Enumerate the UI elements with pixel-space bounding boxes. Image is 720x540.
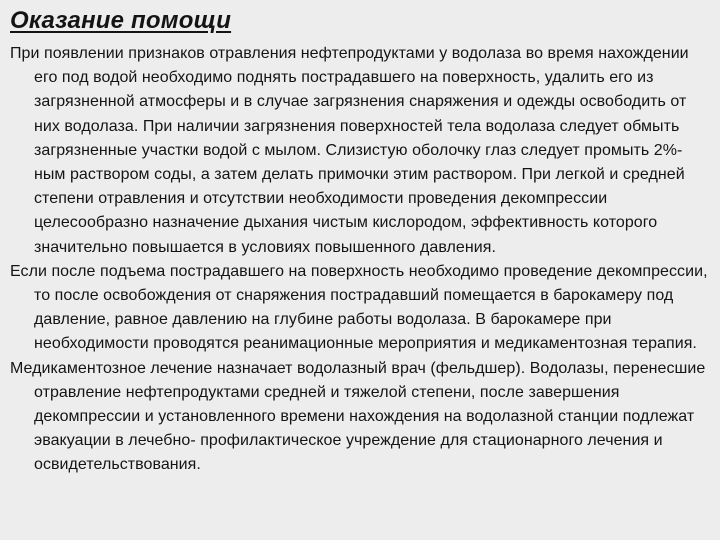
paragraph-medical-treatment: Медикаментозное лечение назначает водолазный врач (фельдшер). Водолазы, перенесшие отравление нефтепродуктами средней и тяжелой степени, после завершения декомпрессии и установленного времени нахождения на водолазной станции подлежат эвакуации в лечебно- профилактическое учреждение для стационарного лечения и освидетельствования. (10, 359, 706, 474)
paragraph-decompression: Если после подъема пострадавшего на поверхность необходимо проведение декомпрессии, то после освобождения от снаряжения пострадавший помещается в барокамеру под давление, равное давлению на глубине работы водолаза. В барокамере при необходимости проводятся реанимационные мероприятия и медикаментозная терапия. (10, 262, 708, 353)
paragraph-first-aid-steps: При появлении признаков отравления нефтепродуктами у водолаза во время нахождении его под водой необходимо поднять пострадавшего на поверхность, удалить его из загрязненной атмосферы и в случае загрязнения снаряжения и одежды освободить от них водолаза. При наличии загрязнения поверхностей тела водолаза следует обмыть загрязненные участки водой с мылом. Слизистую оболочку глаз следует промыть 2%-ным раствором соды, а затем делать примочки этим раствором. При легкой и средней степени отравления и отсутствии необходимости проведения декомпрессии целесообразно назначение дыхания чистым кислородом, эффективность которого значительно повышается в условиях повышенного давления. (10, 45, 689, 256)
slide-title: Оказание помощи (10, 7, 232, 34)
